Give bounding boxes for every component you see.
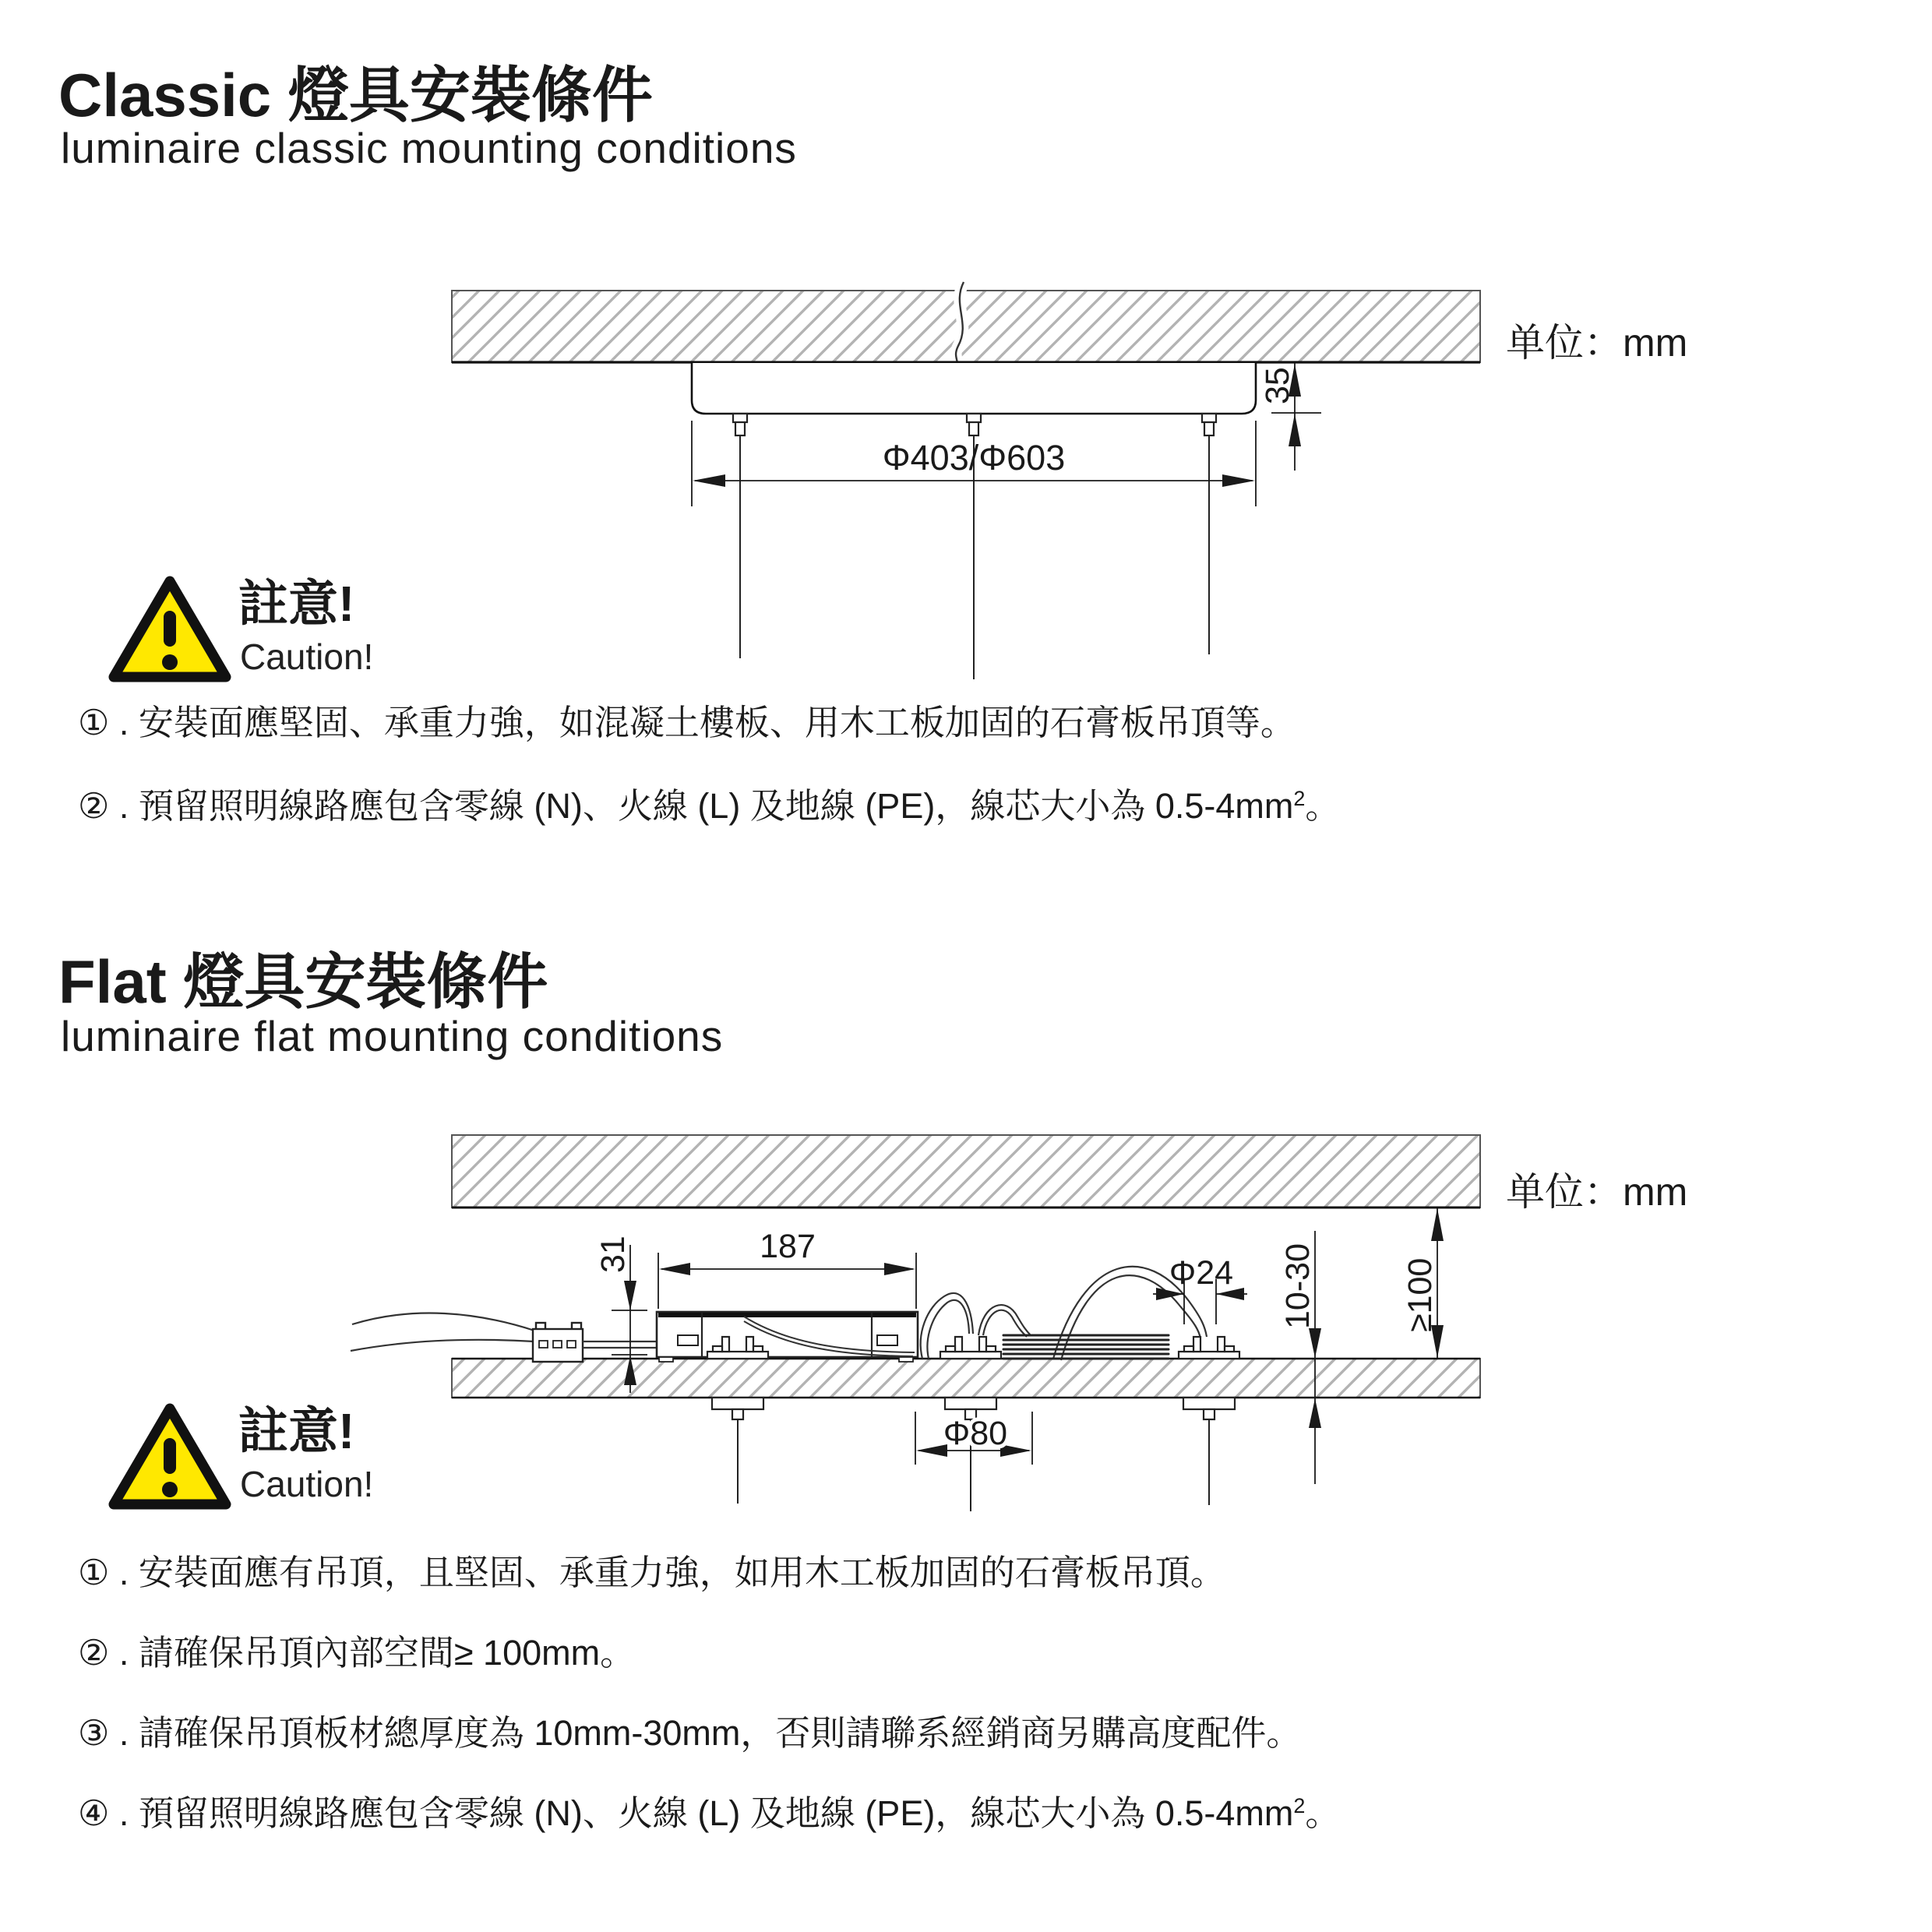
flat-driver-width-label: 187: [760, 1228, 816, 1265]
flat-caution-en: Caution!: [240, 1464, 374, 1504]
flat-section-subtitle: luminaire flat mounting conditions: [61, 1012, 724, 1060]
flat-ceiling-slab: [452, 1135, 1480, 1208]
flat-plenum-label: ≥100: [1401, 1257, 1439, 1332]
note-text: ② . 請確保吊頂內部空間≥ 100mm。: [78, 1633, 636, 1673]
warning-triangle-icon: [108, 1402, 232, 1511]
flat-note-3: [78, 1705, 1301, 1755]
flat-board-thickness-label: 10-30: [1279, 1243, 1317, 1329]
note-text: ① . 安裝面應有吊頂，且堅固、承重力強，如用木工板加固的石膏板吊頂。: [78, 1553, 1225, 1592]
flat-cable-loop-label: Φ24: [1169, 1254, 1234, 1292]
note-tail: 。: [1305, 786, 1341, 826]
flat-feed-wires: [351, 1313, 534, 1351]
classic-section-title: Classic 燈具安裝條件: [58, 61, 653, 129]
flat-note-1: [78, 1544, 1225, 1595]
flat-mounting-diagram: [351, 1135, 1480, 1511]
flat-wiring: [921, 1267, 1207, 1360]
classic-caution-zh: 註意!: [238, 576, 355, 632]
flat-driver-box: [657, 1312, 918, 1362]
note-text: ④ . 預留照明線路應包含零線 (N)、火線 (L) 及地線 (PE)，線芯大小為 0.5-4mm: [78, 1793, 1294, 1833]
flat-note-4: [78, 1785, 1340, 1835]
note-superscript: 2: [1293, 787, 1306, 810]
classic-mounting-diagram: [452, 282, 1480, 679]
flat-section-title: Flat 燈具安裝條件: [58, 947, 548, 1016]
flat-wire-coil: [1003, 1335, 1169, 1359]
classic-drop-dimension-label: 35: [1259, 367, 1296, 404]
classic-note-2: [78, 777, 1340, 828]
note-text: ② . 預留照明線路應包含零線 (N)、火線 (L) 及地線 (PE)，線芯大小為 0.5-4mm: [78, 786, 1294, 826]
note-text: ③ . 請確保吊頂板材總厚度為 10mm-30mm，否則請聯系經銷商另購高度配件。: [78, 1713, 1302, 1753]
flat-dropceiling-board: [452, 1359, 1480, 1398]
note-superscript: 2: [1293, 1794, 1306, 1817]
note-text: ① . 安裝面應堅固、承重力強，如混凝土樓板、用木工板加固的石膏板吊頂等。: [78, 703, 1296, 742]
warning-triangle-icon: [108, 575, 232, 684]
flat-unit-label: 单位：mm: [1506, 1170, 1688, 1214]
classic-span-dimension-label: Φ403/Φ603: [882, 438, 1066, 478]
flat-hole-label: Φ80: [943, 1415, 1008, 1452]
classic-section-subtitle: luminaire classic mounting conditions: [61, 124, 797, 172]
note-tail: 。: [1305, 1793, 1341, 1833]
flat-caution-zh: 註意!: [238, 1403, 355, 1459]
flat-driver-height-label: 31: [594, 1236, 632, 1273]
classic-unit-label: 单位：mm: [1506, 321, 1688, 365]
classic-note-1: [78, 694, 1296, 745]
flat-terminal-connector: [533, 1323, 583, 1362]
classic-caution-en: Caution!: [240, 636, 374, 677]
classic-canopy: [692, 363, 1256, 414]
flat-note-2: [78, 1624, 635, 1675]
